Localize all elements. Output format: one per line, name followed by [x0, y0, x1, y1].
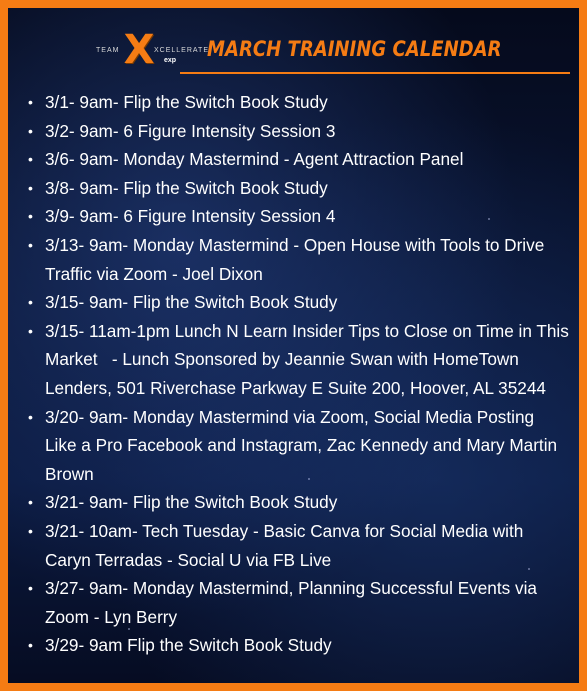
- event-text: 3/21- 9am- Flip the Switch Book Study: [45, 492, 338, 513]
- event-item: [28, 231, 579, 288]
- bullet-icon: •: [28, 408, 33, 425]
- bullet-icon: •: [28, 637, 33, 654]
- event-text: 3/21- 10am- Tech Tuesday - Basic Canva for Social Media with Caryn Terradas - Social U via FB Live: [45, 520, 524, 570]
- event-text: 3/2- 9am- 6 Figure Intensity Session 3: [45, 120, 336, 141]
- logo-xcellerate-text: XCELLERATE: [154, 47, 209, 54]
- bullet-icon: •: [28, 208, 33, 225]
- event-item: [28, 145, 579, 174]
- calendar-header: [8, 27, 579, 73]
- event-item: [28, 117, 579, 146]
- event-text: 3/20- 9am- Monday Mastermind via Zoom, Social Media Posting Like a Pro Facebook and Instagram, Zac Kennedy and Mary Martin Brown: [45, 406, 558, 484]
- event-item: [28, 174, 579, 203]
- event-item: [28, 631, 579, 660]
- bullet-icon: •: [28, 580, 33, 597]
- event-text: 3/15- 11am-1pm Lunch N Learn Insider Tips to Close on Time in This Market - Lunch Sponsored by Jeannie Swan with HomeTown Lenders, 501 Riverchase Parkway E Suite 200, Hoover, AL 35244: [45, 320, 574, 398]
- event-text: 3/27- 9am- Monday Mastermind, Planning Successful Events via Zoom - Lyn Berry: [45, 578, 537, 627]
- event-item: [28, 317, 579, 403]
- bullet-icon: •: [28, 151, 33, 168]
- event-text: 3/15- 9am- Flip the Switch Book Study: [45, 292, 338, 313]
- event-text: 3/6- 9am- Monday Mastermind - Agent Attraction Panel: [45, 149, 464, 170]
- event-text: 3/8- 9am- Flip the Switch Book Study: [45, 177, 328, 198]
- event-text: 3/9- 9am- 6 Figure Intensity Session 4: [45, 206, 336, 227]
- bullet-icon: •: [28, 494, 33, 511]
- x-logo-icon: X: [123, 27, 155, 73]
- event-text: 3/29- 9am Flip the Switch Book Study: [45, 635, 332, 656]
- event-item: [28, 488, 579, 517]
- event-item: [28, 288, 579, 317]
- event-text: 3/13- 9am- Monday Mastermind - Open House with Tools to Drive Traffic via Zoom - Joel Dixon: [45, 234, 545, 284]
- bullet-icon: •: [28, 294, 33, 311]
- event-item: [28, 403, 579, 489]
- event-item: [28, 517, 579, 574]
- event-text: 3/1- 9am- Flip the Switch Book Study: [45, 92, 328, 112]
- event-item: [28, 574, 579, 631]
- calendar-frame: [8, 8, 579, 683]
- bullet-icon: •: [28, 122, 33, 139]
- event-item: [28, 202, 579, 231]
- bullet-icon: •: [28, 236, 33, 253]
- bullet-icon: •: [28, 322, 33, 339]
- bullet-icon: •: [28, 522, 33, 539]
- bullet-icon: •: [28, 94, 33, 110]
- logo-team-text: TEAM: [96, 47, 120, 54]
- event-list: [8, 88, 579, 660]
- team-xcellerate-logo: [86, 27, 209, 73]
- event-item: [28, 88, 579, 117]
- title-underline: [180, 72, 570, 74]
- logo-exp-text: exp: [164, 57, 177, 64]
- page-title: MARCH TRAINING CALENDAR: [207, 37, 502, 61]
- bullet-icon: •: [28, 179, 33, 196]
